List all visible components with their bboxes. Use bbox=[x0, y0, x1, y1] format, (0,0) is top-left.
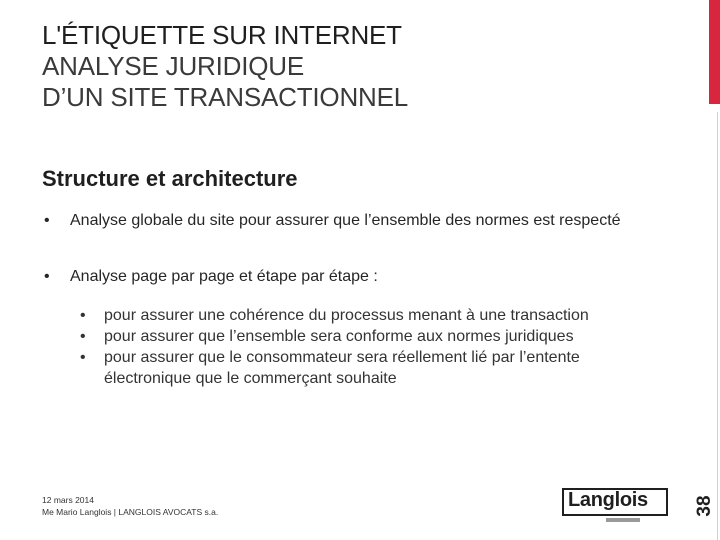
sub-bullet-item bbox=[80, 326, 640, 347]
sub-bullet-list bbox=[80, 305, 640, 389]
bullet-text: Analyse page par page et étape par étape : bbox=[70, 268, 378, 285]
sub-bullet-marker: • bbox=[80, 328, 86, 345]
sub-bullet-item bbox=[80, 347, 640, 389]
page-number: 38 bbox=[694, 495, 715, 517]
sub-bullet-marker: • bbox=[80, 349, 86, 366]
logo-wordmark: Langlois bbox=[568, 489, 648, 511]
bullet-marker: • bbox=[44, 212, 50, 229]
sub-bullet-text: pour assurer que l’ensemble sera conforme aux normes juridiques bbox=[104, 328, 574, 345]
bullet-item bbox=[44, 210, 630, 231]
bullet-marker: • bbox=[44, 268, 50, 285]
accent-bar bbox=[709, 0, 720, 104]
title-line-1: L'ÉTIQUETTE SUR INTERNET bbox=[42, 20, 402, 50]
title-line-3: D’UN SITE TRANSACTIONNEL bbox=[42, 82, 408, 112]
sub-bullet-text: pour assurer que le consommateur sera réellement lié par l’entente électronique que le commerçant souhaite bbox=[104, 349, 580, 387]
divider-line bbox=[717, 112, 718, 540]
footer-author: Me Mario Langlois | LANGLOIS AVOCATS s.a. bbox=[42, 507, 219, 517]
title-line-2: ANALYSE JURIDIQUE bbox=[42, 51, 304, 81]
section-heading: Structure et architecture bbox=[42, 166, 298, 191]
footer bbox=[42, 494, 218, 518]
slide-title bbox=[42, 20, 682, 113]
sub-bullet-marker: • bbox=[80, 307, 86, 324]
footer-date: 12 mars 2014 bbox=[42, 495, 94, 505]
sub-bullet-item bbox=[80, 305, 640, 326]
sub-bullet-text: pour assurer une cohérence du processus menant à une transaction bbox=[104, 307, 589, 324]
langlois-logo bbox=[562, 488, 670, 524]
logo-tagline-mark bbox=[606, 518, 640, 522]
bullet-text: Analyse globale du site pour assurer que l’ensemble des normes est respecté bbox=[70, 212, 621, 229]
bullet-item bbox=[44, 266, 630, 287]
